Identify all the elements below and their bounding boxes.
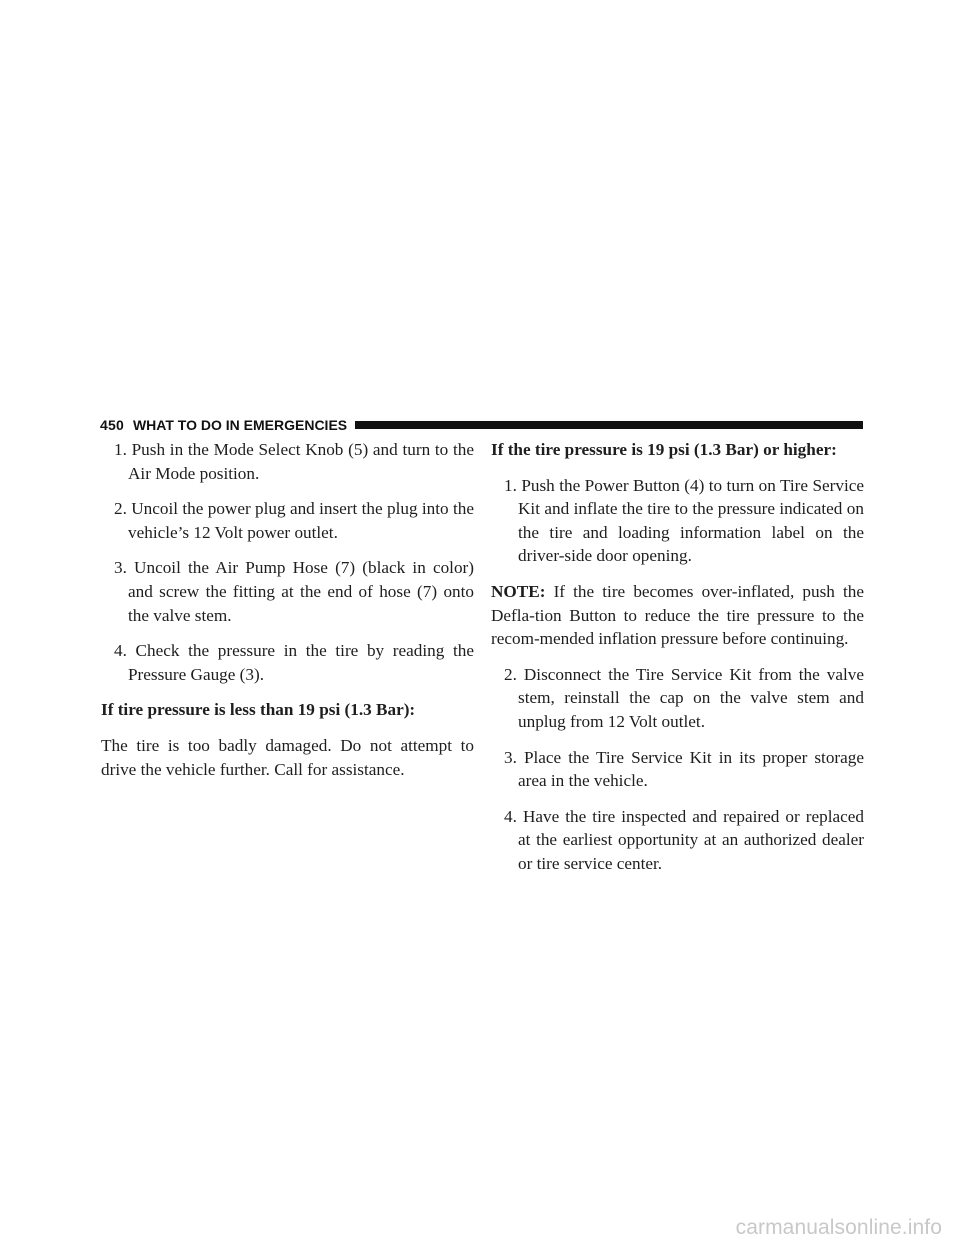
low-pressure-paragraph: The tire is too badly damaged. Do not attempt to drive the vehicle further. Call for assistance.	[101, 735, 474, 779]
note-text: If the tire becomes over-inflated, push the Defla-tion Button to reduce the tire pressure to the recom-mended inflation pressure before continuing.	[491, 581, 865, 649]
step-item: 4. Have the tire inspected and repaired or replaced at the earliest opportunity at an authorized dealer or tire service center.	[504, 806, 864, 873]
step-item: 3. Uncoil the Air Pump Hose (7) (black in color) and screw the fitting at the end of hose (7) onto the valve stem.	[114, 558, 474, 625]
step-item: 4. Check the pressure in the tire by reading the Pressure Gauge (3).	[114, 641, 474, 684]
step-item: 2. Disconnect the Tire Service Kit from the valve stem, reinstall the cap on the valve stem and unplug from 12 Volt outlet.	[504, 664, 864, 731]
step-item: 3. Place the Tire Service Kit in its proper storage area in the vehicle.	[504, 747, 864, 791]
ok-pressure-heading: If the tire pressure is 19 psi (1.3 Bar) or higher:	[491, 440, 837, 459]
low-pressure-heading: If tire pressure is less than 19 psi (1.3 Bar):	[101, 700, 416, 720]
step-item: 2. Uncoil the power plug and insert the plug into the vehicle’s 12 Volt power outlet.	[114, 499, 474, 542]
page-number: 450	[100, 417, 124, 433]
step-item: 1. Push in the Mode Select Knob (5) and turn to the Air Mode position.	[114, 440, 474, 483]
step-item: 1. Push the Power Button (4) to turn on Tire Service Kit and inflate the tire to the pressure indicated on the tire and loading information label on the driver-side door opening.	[504, 475, 864, 566]
page-header	[100, 417, 863, 433]
header-rule	[355, 421, 863, 429]
right-column	[491, 438, 864, 888]
note-paragraph	[491, 580, 864, 651]
watermark: carmanualsonline.info	[735, 1216, 942, 1239]
left-column	[101, 438, 474, 793]
section-title: WHAT TO DO IN EMERGENCIES	[132, 417, 348, 433]
note-label: NOTE:	[491, 581, 546, 601]
